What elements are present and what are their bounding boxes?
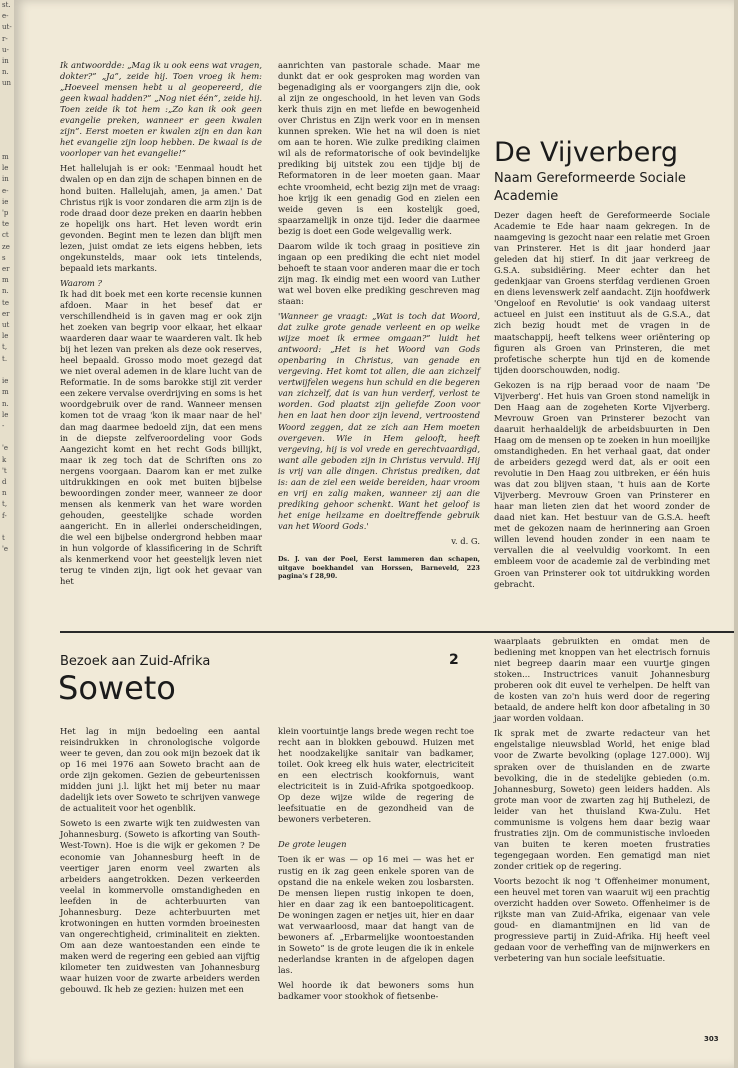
vijverberg-title: De Vijverberg xyxy=(494,137,679,168)
margin-fragment: un xyxy=(2,79,12,88)
review-paragraph: Het hallelujah is er ook: 'Eenmaal houdt het dwalen op en dan zijn de schapen binnen en de hond buiten. Hallelujah, amen, ja amen.' Dat Christus rijk is voor zondaren die arm zijn is de rode draad door deze preken en daarin hebben ze hopelijk ons hart. Het leven wordt erin gevonden. Begint men te lezen dan blijft men lezen, juist omdat ze iets eigens hebben, iets ongekunstelds, maar ook iets tintelends, bepaald iets markants. xyxy=(60,163,262,273)
margin-fragment: 'e xyxy=(2,545,9,554)
margin-fragment: le xyxy=(2,332,9,341)
review-paragraph: aanrichten van pastorale schade. Maar me dunkt dat er ook gesproken mag worden van begenadiging als er voorgangers zijn die, ook al zijn ze ongeschoold, in het leven van Gods kerk thuis zijn en met liefde en bewogenheid over Christus en Zijn werk voor en in mensen kunnen spreken. Wie het na wil doen is niet om aan te horen. Wie zulke prediking claimen wil als de reformatorische of ook bevindelijke prediking bij uitstek zou een tijdje bij de Reformatoren in de leer moeten gaan. Maar echte vroomheid, echt bezig zijn met de vraag: hoe krijg ik een genadig God en zielen een weide geven is een kostelijk goed, spaarzamelijk in onze tijd. Ieder die daarmee bezig is doet een Gode welgevallig werk. xyxy=(278,60,480,236)
margin-fragment: u- xyxy=(2,45,9,54)
margin-fragment: er xyxy=(2,265,10,274)
section-divider xyxy=(60,631,734,633)
margin-fragment: 't xyxy=(2,466,7,475)
margin-fragment: m xyxy=(2,153,9,162)
margin-fragment: r- xyxy=(2,34,8,43)
soweto-number: 2 xyxy=(449,652,459,668)
margin-fragment: te xyxy=(2,220,9,229)
soweto-paragraph: waarplaats gebruikten en omdat men de bediening met knoppen van het electrisch fornuis niet begreep daarin maar een vuurtje gingen stoken... Instructrices vanuit Johannesburg proberen ook dit euvel te verhelpen. De helft van de kosten van zo'n huis werd door de regering betaald, de andere helft kon door afbetaling in 30 jaar worden voldaan. xyxy=(494,636,710,724)
margin-fragment: t xyxy=(2,533,5,542)
author-signature: v. d. G. xyxy=(451,535,480,546)
margin-fragment: ie xyxy=(2,197,9,206)
luther-quote: 'Wanneer ge vraagt: „Wat is toch dat Woord, dat zulke grote genade verleent en op welke wijze moet ik ermee omgaan?” luidt het antwoord: „Het is het Woord van Gods openbaring in Christus, van genade en vergeving. Het komt tot allen, die aan zichzelf vertwijfelen wegens hun schuld en die begeren van zichzelf, dat is van hun verderf, verlost te worden. God plaatst zijn geliefde Zoon voor hen en laat hen door zijn levend, vertroostend Woord zeggen, dat ze zich aan Hem moeten overgeven. Wie in Hem gelooft, heeft vergeving, hij is vol vrede en gerechtvaardigd, want alle geboden zijn in Christus vervuld. Hij is vrij van alle dingen. Christus prediken, dat is: aan de ziel een weide bereiden, haar vroom en vrij en zalig maken, wanneer zij aan die prediking gehoor schenkt. Want het geloof is het enige heilzame en doeltreffende gebruik van het Woord Gods.' xyxy=(278,311,480,531)
margin-fragment: s xyxy=(2,253,6,262)
margin-fragment: le xyxy=(2,410,9,419)
margin-fragment: - xyxy=(2,421,5,430)
magazine-page xyxy=(14,0,734,1068)
margin-fragment: m xyxy=(2,276,9,285)
vijverberg-column xyxy=(494,210,710,594)
soweto-paragraph: klein voortuintje langs brede wegen recht toe recht aan in blokken gebouwd. Huizen met het noodzakelijke sanitair van badkamer, toilet. Ook kreeg elk huis water, electriciteit en een electrisch kookfornuis, want electriciteit is in Zuid-Afrika spotgoedkoop. Op deze wijze wilde de regering de leefsituatie en de gezondheid van de bewoners verbeteren. xyxy=(278,726,474,825)
soweto-title: Soweto xyxy=(58,669,176,707)
margin-fragment: er xyxy=(2,309,10,318)
soweto-paragraph: Toen ik er was — op 16 mei — was het er rustig en ik zag geen enkele sporen van de opstand die na enkele weken zou losbarsten. De mensen liepen rustig inkopen te doen, hier en daar zag ik een bantoepoliticagent. De woningen zagen er netjes uit, hier en daar wat verwaarloosd, maar dat hangt van de bewoners af. „Erbarmelijke woontoestanden in Soweto” is de grote leugen die ik in enkele nederlandse kranten in de afgelopen dagen las. xyxy=(278,854,474,975)
review-paragraph: Daarom wilde ik toch graag in positieve zin ingaan op een prediking die echt niet model behoeft te staan voor anderen maar die er toch zijn mag. Ik eindig met een woord van Luther wat wel boven elke prediking geschreven mag staan: xyxy=(278,240,480,306)
soweto-paragraph: Ik sprak met de zwarte redacteur van het engelstalige nieuwsblad World, het enige blad voor de Zwarte bevolking (oplage 127.000). Wij spraken over de thuislanden en de zwarte bevolking, die in de stedelijke gebieden (o.m. Johannesburg, Soweto) geen leiders hadden. Als grote man voor de zwarten zag hij Buthelezi, de leider van het thuisland Kwa-Zulu. Het communisme is volgens hem daar bezig waar frustraties zijn. Om de communistische invloeden van buiten te keren moeten frustraties tegengegaan worden. Een gematigd man niet zonder critiek op de regering. xyxy=(494,728,710,871)
soweto-paragraph: Soweto is een zwarte wijk ten zuidwesten van Johannesburg. (Soweto is afkorting van South-West-Town). Hoe is die wijk er gekomen ? De economie van Johannesburg heeft in de veertiger jaren enorm veel zwarten als arbeiders aangetrokken. Dezen verkeerden veelal in kommervolle omstandigheden en leefden in de achterbuurten van Johannesburg. Deze achterbuurten met krotwoningen en hutten vormden broeinesten van ongerechtigheid, criminaliteit en ziekten. Om aan deze wantoestanden een einde te maken werd de regering een gebied aan vijftig kilometer ten zuidwesten van Johannesburg waar huizen voor de zwarte arbeiders werden gebouwd. Ik heb ze gezien: huizen met een xyxy=(60,818,260,995)
margin-fragment: le xyxy=(2,164,9,173)
margin-fragment: 'e xyxy=(2,444,9,453)
review-paragraph: Ik antwoordde: „Mag ik u ook eens wat vragen, dokter?” „Ja”, zeide hij. Toen vroeg ik hem: „Hoeveel mensen hebt u al geopereerd, die geen kwaal hadden?” „Nog niet één”, zeide hij. Toen zeide ik tot hem :„Zo kan ik ook geen evangelie preken, wanneer er geen kwalen zijn”. Eerst moeten er kwalen zijn en dan kan het evangelie zijn loop hebben. De kwaal is de voorloper van het evangelie!” xyxy=(60,60,262,159)
margin-fragment: t, xyxy=(2,500,8,509)
margin-fragment: ct xyxy=(2,231,9,240)
margin-fragment xyxy=(0,90,14,101)
margin-fragment xyxy=(0,141,14,152)
soweto-paragraph: Het lag in mijn bedoeling een aantal reisindrukken in chronologische volgorde weer te geven, dan zou ook mijn bezoek dat ik op 16 mei 1976 aan Soweto bracht aan de orde zijn gekomen. Gezien de gebeurtenissen midden juni j.l. lijkt het mij beter nu maar dadelijk iets over Soweto te schrijven vanwege de actualiteit voor het ogenblik. xyxy=(60,726,260,814)
soweto-kicker: Bezoek aan Zuid-Afrika xyxy=(60,654,211,669)
margin-fragment: d xyxy=(2,477,7,486)
review-subheading: Waarom ? xyxy=(60,277,103,288)
margin-fragment: f- xyxy=(2,511,7,520)
review-column-1 xyxy=(60,60,262,591)
soweto-subheading: De grote leugen xyxy=(278,839,347,850)
page-number: 303 xyxy=(704,1035,719,1043)
margin-fragment: t. xyxy=(2,354,8,363)
margin-fragment: e- xyxy=(2,12,9,21)
margin-fragment: n xyxy=(2,489,7,498)
soweto-column-3 xyxy=(494,636,710,968)
margin-fragment: ie xyxy=(2,377,9,386)
margin-fragment: in xyxy=(2,57,9,66)
margin-fragment: ut- xyxy=(2,23,12,32)
margin-fragment: e- xyxy=(2,186,9,195)
margin-fragment: t, xyxy=(2,343,8,352)
book-source: Ds. J. van der Poel, Eerst lammeren dan schapen, uitgave boekhandel van Horssen, Barneveld, 223 pagina's f 28,90. xyxy=(278,555,480,581)
margin-fragment: m xyxy=(2,388,9,397)
soweto-paragraph: Voorts bezocht ik nog 't Offenheimer monument, een heuvel met toren van waaruit wij een prachtig overzicht hadden over Soweto. Offenheimer is de rijkste man van Zuid-Afrika, eigenaar van vele goud- en diamantmijnen en lid van de progressieve partij in Zuid-Afrika. Hij heeft veel gedaan voor de verheffing van de mijnwerkers en verbetering van hun sociale leefsituatie. xyxy=(494,875,710,964)
vijverberg-subtitle: Naam Gereformeerde Sociale Academie xyxy=(494,171,686,204)
margin-fragment: in xyxy=(2,175,9,184)
margin-fragment xyxy=(0,522,14,533)
margin-fragment: st. xyxy=(2,1,11,9)
previous-page-edge xyxy=(0,0,14,1068)
margin-fragment xyxy=(0,432,14,443)
soweto-column-1 xyxy=(60,726,260,999)
margin-fragment: ze xyxy=(2,242,10,251)
margin-fragment: k xyxy=(2,455,7,464)
vijverberg-paragraph: Dezer dagen heeft de Gereformeerde Sociale Academie te Ede haar naam gekregen. In de naamgeving is gezocht naar een relatie met Groen van Prinsterer. Het is dit jaar honderd jaar geleden dat hij stierf. In dit jaar verkreeg de G.S.A. subsidiëring. Meer echter dan het gedenkjaar van Groens sterfdag verdienen Groen en diens levenswerk zelf aandacht. Zijn hoofdwerk 'Ongeloof en Revolutie' is ook vandaag uiterst actueel en juist een instituut als de G.S.A., dat zich bezig houdt met de vragen in de maatschappij, heeft telkens weer oriëntering op figuren als Groen van Prinsteren, die met profetische scherpte hun tijd en de komende tijden doorschouwden, nodig. xyxy=(494,210,710,375)
vijverberg-paragraph: Gekozen is na rijp beraad voor de naam 'De Vijverberg'. Het huis van Groen stond namelijk in Den Haag aan de zogeheten Korte Vijverberg. Mevrouw Groen van Prinsterer bezocht van daaruit herhaaldelijk de arbeidsbuurten in Den Haag om de mensen op te zoeken in hun moeilijke omstandigheden. En het verhaal gaat, dat onder de arbeiders gezegd werd dat, als er ooit een revolutie in Den Haag zou uitbreken, er één huis was dat zou blijven staan, 't huis aan de Korte Vijverberg. Mevrouw Groen van Prinsterer en haar man lieten zien dat het woord zonder de daad niet kan. Het bestuur van de G.S.A. heeft met de gekozen naam de herinnering aan Groen willen levend houden zonder in een naam te vervallen die al veelvuldig voorkomt. In een embleem voor de academie zal de verbinding met Groen van Prinsterer ook tot uitdrukking worden gebracht. xyxy=(494,379,710,589)
margin-fragment xyxy=(0,365,14,376)
review-column-2 xyxy=(278,60,480,581)
margin-fragment: n. xyxy=(2,399,9,408)
margin-fragment: 'p xyxy=(2,209,9,218)
margin-fragment: ut xyxy=(2,321,10,330)
soweto-paragraph: Wel hoorde ik dat bewoners soms hun badkamer voor stookhok of fietsenbe- xyxy=(278,979,474,1002)
review-paragraph: Ik had dit boek met een korte recensie kunnen afdoen. Maar in het besef dat er verschillendheid is in gaven mag er ook zijn het zoeken van begrip voor elkaar, het elkaar waarderen daar waar te waarderen valt. Ik heb bij het lezen van preken als deze ook reserves, heel bepaald. Grosso modo moet gezegd dat we niet overal ademen in de klare lucht van de Reformatie. In de soms barokke stijl zit verder een zekere vervalse overdrijving en soms is het woordgebruik over de rand. Wanneer mensen komen tot de vraag 'kon ik maar naar de hel' dan mag daarmee bedoeld zijn, dat een mens in de diepste zelfveroordeling voor Gods Aangezicht komt en het recht Gods billijkt, maar ik zeg toch dat de Schriften ons zo nergens voorgaan. Daarom kan er met zulke uitdrukkingen en ook met buiten bijbelse bewoordingen zonder meer, wanneer ze door mensen als kenmerk van het ware worden gehouden, geestelijke schade worden aangericht. En in allerlei onderscheidingen, die wel een bijbelse ondergrond hebben maar in hun volgorde of klassificering in de Schrift als kenmerkend voor het geestelijk leven niet terug te vinden zijn, ligt ook het gevaar van het xyxy=(60,288,262,587)
margin-fragment: n. xyxy=(2,68,9,77)
margin-fragment: te xyxy=(2,298,9,307)
soweto-column-2 xyxy=(278,726,474,1006)
margin-fragment: n. xyxy=(2,287,9,296)
